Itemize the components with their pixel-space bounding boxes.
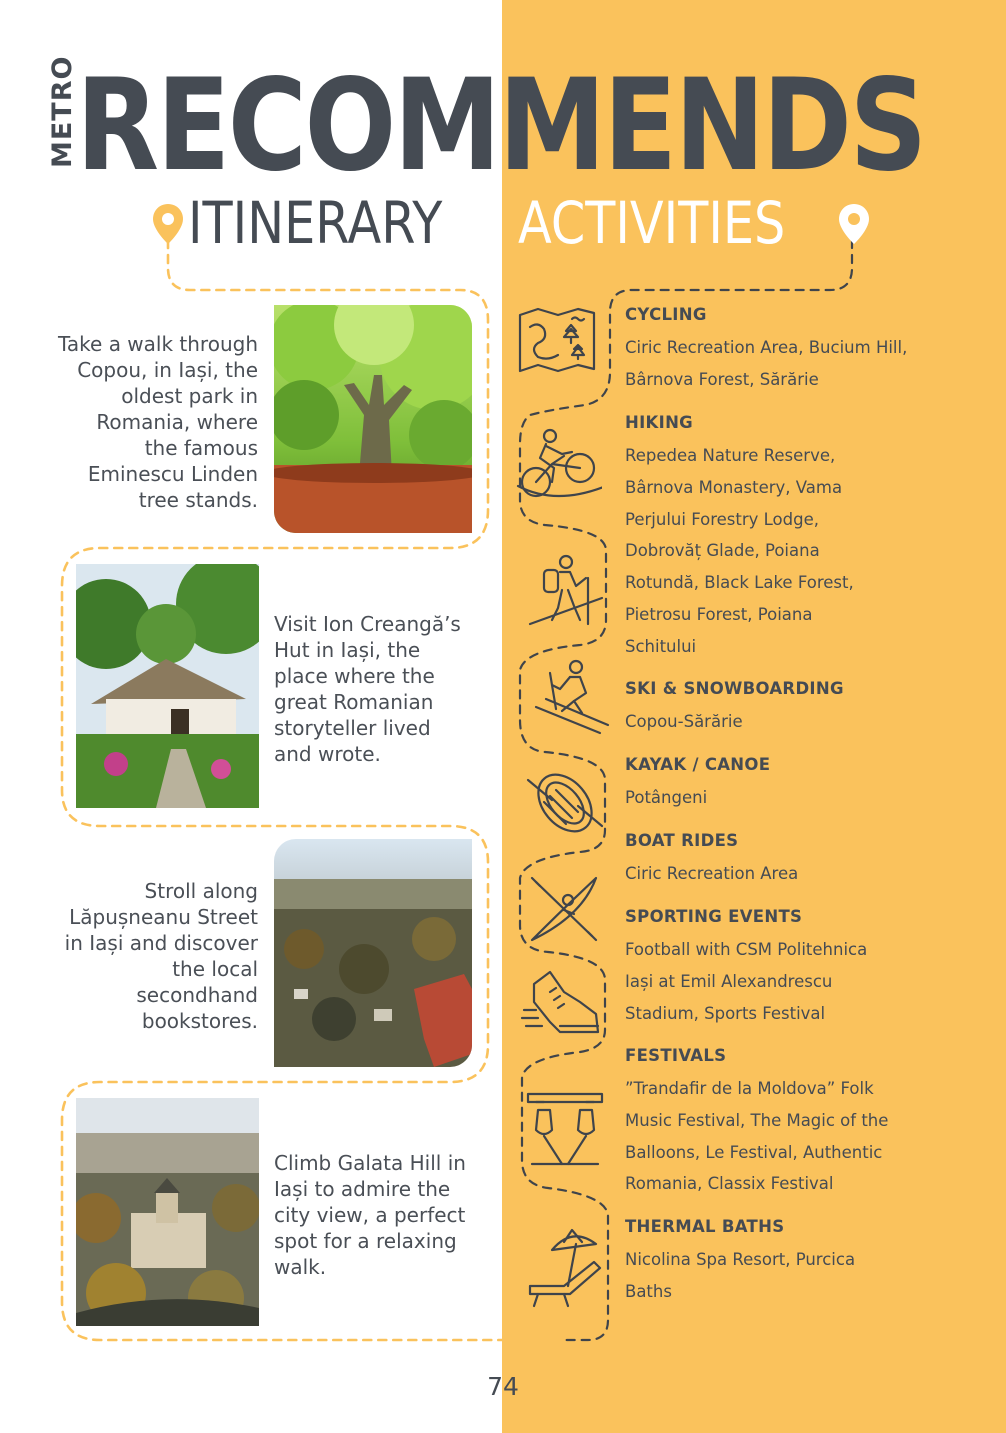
itinerary-title: ITINERARY xyxy=(188,189,443,257)
city-aerial-photo xyxy=(274,839,472,1067)
map-trail-icon xyxy=(518,305,604,391)
sneaker-icon xyxy=(520,962,606,1048)
metro-masthead: METRO xyxy=(47,55,78,168)
itinerary-text-creanga-hut: Visit Ion Creangă’s Hut in Iași, the place where the great Romanian storyteller lived and wrote. xyxy=(274,612,461,766)
activity-body-boat-rides: Ciric Recreation Area xyxy=(625,864,799,883)
toast-glasses-icon xyxy=(522,1086,608,1172)
kayak-icon xyxy=(522,870,608,956)
activity-heading-sporting-events: SPORTING EVENTS xyxy=(625,907,803,926)
galata-monastery-photo xyxy=(76,1098,259,1326)
creanga-hut-photo xyxy=(76,564,259,808)
activity-body-cycling: Ciric Recreation Area, Bucium Hill, Bârnova Forest, Sărărie xyxy=(625,338,908,389)
activity-heading-festivals: FESTIVALS xyxy=(625,1046,727,1065)
raft-icon xyxy=(522,760,608,846)
activity-body-festivals: ”Trandafir de la Moldova” Folk Music Festival, The Magic of the Balloons, Le Festival, Authentic Romania, Classix Festival xyxy=(625,1079,889,1194)
linden-tree-photo xyxy=(274,305,472,533)
location-pin-icon xyxy=(836,202,872,246)
activity-body-kayak: Potângeni xyxy=(625,788,708,807)
activity-heading-boat-rides: BOAT RIDES xyxy=(625,831,739,850)
itinerary-text-lapusneanu: Stroll along Lăpușneanu Street in Iași and discover the local secondhand bookstores. xyxy=(64,879,258,1033)
activity-heading-hiking: HIKING xyxy=(625,413,694,432)
activity-body-hiking: Repedea Nature Reserve, Bârnova Monastery, Vama Perjului Forestry Lodge, Dobrovăț Glade, Poiana Rotundă, Black Lake Forest, Pietrosu Forest, Poiana Schitului xyxy=(625,446,854,656)
recommends-masthead: RECOMMENDS xyxy=(76,51,925,199)
hiker-icon xyxy=(522,548,608,634)
activity-heading-kayak: KAYAK / CANOE xyxy=(625,755,771,774)
page-number: 74 xyxy=(487,1372,519,1401)
skier-icon xyxy=(530,655,616,741)
beach-chair-icon xyxy=(524,1228,610,1314)
activities-title: ACTIVITIES xyxy=(518,189,786,257)
activity-body-sporting-events: Football with CSM Politehnica Iași at Emil Alexandrescu Stadium, Sports Festival xyxy=(625,940,868,1023)
activity-heading-thermal-baths: THERMAL BATHS xyxy=(625,1217,785,1236)
location-pin-icon xyxy=(150,202,186,246)
itinerary-text-galata: Climb Galata Hill in Iași to admire the city view, a perfect spot for a relaxing walk. xyxy=(274,1151,466,1279)
activity-heading-ski: SKI & SNOWBOARDING xyxy=(625,679,844,698)
activity-body-ski: Copou-Sărărie xyxy=(625,712,743,731)
cyclist-icon xyxy=(516,420,602,506)
activity-body-thermal-baths: Nicolina Spa Resort, Purcica Baths xyxy=(625,1250,856,1301)
itinerary-text-copou: Take a walk through Copou, in Iași, the oldest park in Romania, where the famous Eminescu Linden tree stands. xyxy=(58,332,258,512)
activity-heading-cycling: CYCLING xyxy=(625,305,707,324)
